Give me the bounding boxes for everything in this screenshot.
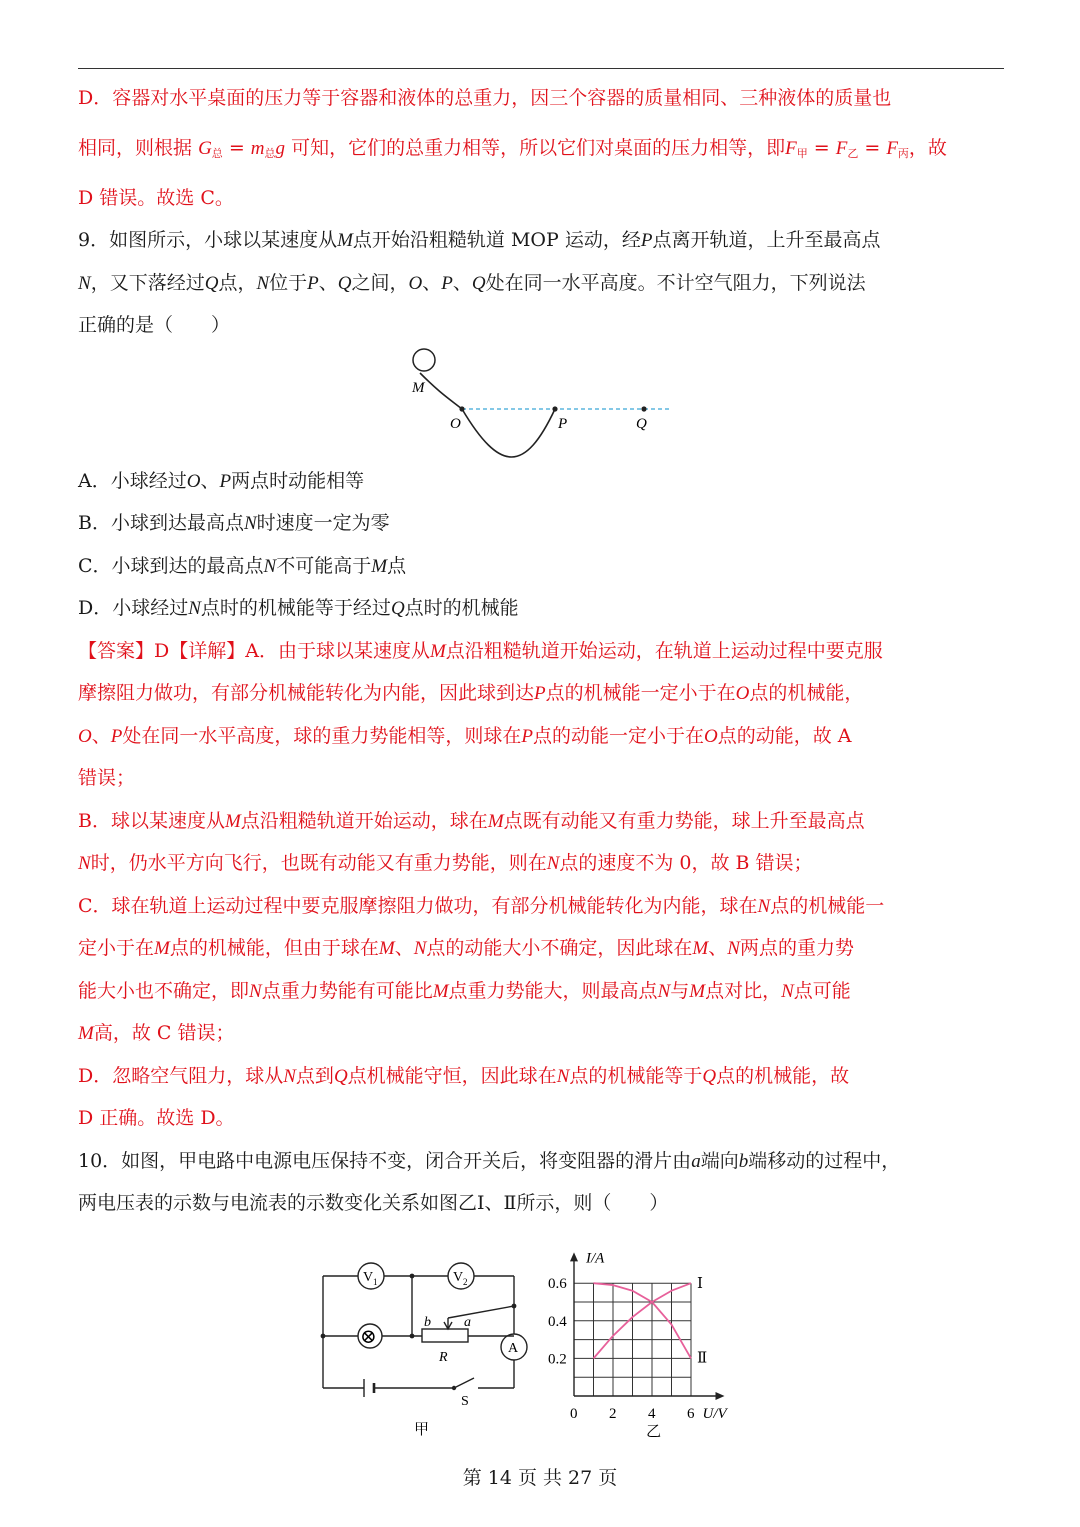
- lamp-icon: ⊗: [360, 1326, 377, 1348]
- prev-answer-line2: 相同，则根据 $G_总 = m_总g$ 可知，它们的总重力相等，所以它们对桌面的压力相等，即$F_甲 = F_乙 = F_丙$，故: [78, 137, 947, 160]
- x-tick-label: 0: [570, 1406, 578, 1422]
- y-axis-arrow: [570, 1252, 578, 1261]
- y-tick-label: 0.6: [548, 1276, 567, 1293]
- label-b: b: [424, 1315, 431, 1330]
- q10-stem-line1: 10．如图，甲电路中电源电压保持不变，闭合开关后，将变阻器的滑片由a端向b端移动的过程中，: [78, 1150, 901, 1172]
- q9-stem-line1: 9．如图所示，小球以某速度从M点开始沿粗糙轨道 MOP 运动，经P点离开轨道，上升至最高点: [78, 229, 881, 251]
- v1-label: V: [363, 1270, 374, 1285]
- q9-answer-c-line2: 定小于在M点的机械能，但由于球在M、N点的动能大小不确定，因此球在M、N两点的重力势: [78, 937, 854, 959]
- switch-contact: [452, 1386, 456, 1390]
- q9-answer-d-line1: D．忽略空气阻力，球从N点到Q点机械能守恒，因此球在N点的机械能等于Q点的机械能，故: [78, 1065, 850, 1087]
- label-O: O: [450, 416, 461, 432]
- iu-graph: [540, 1232, 780, 1448]
- v1-sub: 1: [373, 1277, 378, 1287]
- q9-stem-line3: 正确的是（ ）: [78, 314, 231, 336]
- x-axis-arrow: [716, 1392, 725, 1400]
- q9-stem-line2: N，又下落经过Q点，N位于P、Q之间，O、P、Q处在同一水平高度。不计空气阻力，下列说法: [78, 272, 866, 294]
- q9-answer-c-line4: M高，故 C 错误；: [78, 1022, 235, 1044]
- junction-dot: [512, 1304, 517, 1309]
- q9-option-c: C．小球到达的最高点N不可能高于M点: [78, 555, 407, 577]
- ball: [413, 349, 435, 371]
- x-tick-label: 6: [687, 1406, 695, 1422]
- point-Q: [641, 406, 646, 411]
- q9-option-d: D．小球经过N点时的机械能等于经过Q点时的机械能: [78, 597, 519, 619]
- label-a: a: [464, 1315, 471, 1330]
- q9-option-b: B．小球到达最高点N时速度一定为零: [78, 512, 390, 534]
- label-M: M: [412, 380, 425, 396]
- page-footer: 第 14 页 共 27 页: [462, 1467, 618, 1489]
- q9-answer-c-line3: 能大小也不确定，即N点重力势能有可能比M点重力势能大，则最高点N与M点对比，N点可能: [78, 980, 851, 1002]
- junction-dot: [410, 1274, 415, 1279]
- v2-sub: 2: [463, 1277, 468, 1287]
- caption-jia: 甲: [414, 1422, 430, 1438]
- series-label-1: Ⅰ: [697, 1276, 703, 1293]
- q9-track-figure: [400, 343, 680, 463]
- label-Q: Q: [636, 416, 647, 432]
- prev-answer-line3: D 错误。故选 C。: [78, 187, 234, 209]
- y-tick-label: 0.2: [548, 1351, 567, 1368]
- circuit-diagram: [318, 1258, 538, 1448]
- x-tick-label: 4: [648, 1406, 656, 1422]
- label-S: S: [461, 1394, 469, 1409]
- series-label-2: Ⅱ: [697, 1350, 708, 1367]
- x-tick-label: 2: [609, 1406, 617, 1422]
- q9-answer-a-line3: O、P处在同一水平高度，球的重力势能相等，则球在P点的动能一定小于在O点的动能，故 A: [78, 725, 852, 747]
- y-axis-label: I/A: [586, 1250, 605, 1267]
- label-P: P: [558, 416, 568, 432]
- q9-answer-d-line2: D 正确。故选 D。: [78, 1107, 235, 1129]
- label-R: R: [439, 1350, 448, 1365]
- q9-answer-a-line2: 摩擦阻力做功，有部分机械能转化为内能，因此球到达P点的机械能一定小于在O点的机械能，: [78, 682, 864, 704]
- track-curve: [420, 373, 555, 457]
- point-O: [459, 406, 464, 411]
- q9-answer-a-line4: 错误；: [78, 767, 136, 789]
- v2-label: V: [453, 1270, 464, 1285]
- prev-answer-line1: D．容器对水平桌面的压力等于容器和液体的总重力，因三个容器的质量相同、三种液体的质量也: [78, 87, 892, 109]
- junction-dot: [321, 1334, 326, 1339]
- q9-option-a: A．小球经过O、P两点时动能相等: [78, 470, 365, 492]
- junction-dot: [410, 1334, 415, 1339]
- q9-answer-b-line2: N时，仍水平方向飞行，也既有动能又有重力势能，则在N点的速度不为 0，故 B 错误；: [78, 852, 813, 874]
- caption-yi: 乙: [646, 1424, 662, 1440]
- q9-answer-a-line1: 【答案】D【详解】A．由于球以某速度从M点沿粗糙轨道开始运动，在轨道上运动过程中要克服: [78, 640, 883, 662]
- ammeter-label: A: [508, 1341, 519, 1356]
- y-tick-label: 0.4: [548, 1313, 567, 1330]
- point-P: [552, 406, 557, 411]
- q9-answer-c-line1: C．球在轨道上运动过程中要克服摩擦阻力做功，有部分机械能转化为内能，球在N点的机械能一: [78, 895, 885, 917]
- x-axis-label: U/V: [702, 1406, 727, 1422]
- q9-answer-b-line1: B．球以某速度从M点沿粗糙轨道开始运动，球在M点既有动能又有重力势能，球上升至最高点: [78, 810, 865, 832]
- q10-stem-line2: 两电压表的示数与电流表的示数变化关系如图乙Ⅰ、Ⅱ所示，则（ ）: [78, 1192, 669, 1214]
- header-rule: [78, 68, 1004, 69]
